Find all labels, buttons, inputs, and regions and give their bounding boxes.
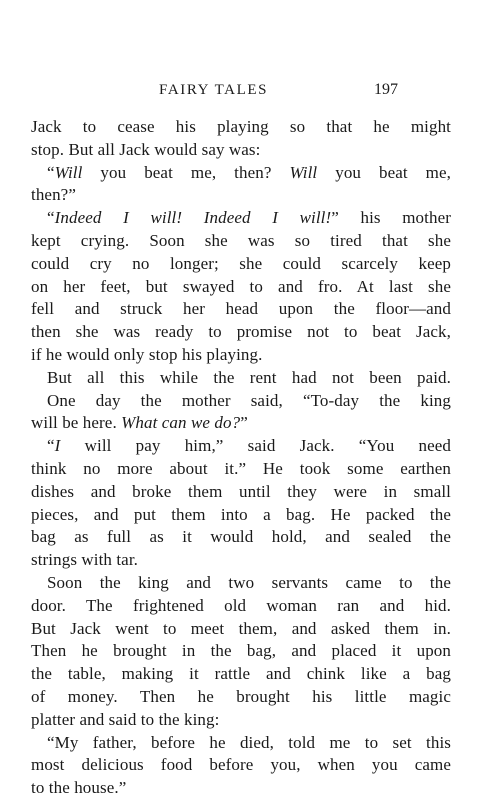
body-text	[31, 116, 451, 800]
page-number: 197	[374, 81, 398, 98]
text-line: platter and said to the king:	[31, 709, 220, 729]
text-line: to the house.”	[31, 778, 127, 798]
text-line: dishes and broke them until they were in small	[31, 481, 451, 501]
text-line: kept crying. Soon she was so tired that she	[31, 230, 451, 250]
text-line: most delicious food before you, when you came	[31, 755, 451, 775]
text-line: on her feet, but swayed to and fro. At last she	[31, 276, 451, 296]
italic-text: Will	[54, 162, 83, 182]
text-line: bag as full as it would hold, and sealed the	[31, 527, 451, 547]
text-line: “Will you beat me, then? Will you beat me,	[47, 162, 451, 182]
text-line: if he would only stop his playing.	[31, 344, 263, 364]
text-line: door. The frightened old woman ran and hid.	[31, 595, 451, 615]
text-line: Then he brought in the bag, and placed it upon	[31, 641, 451, 661]
italic-text: Will	[289, 162, 318, 182]
text-line: think no more about it.” He took some earthen	[31, 458, 451, 478]
text-line: “Indeed I will! Indeed I will!” his mother	[47, 208, 451, 228]
text-line: of money. Then he brought his little magic	[31, 686, 451, 706]
text-line: strings with tar.	[31, 550, 139, 570]
italic-text: What can we do?	[121, 413, 241, 433]
italic-text: I	[54, 436, 61, 456]
text-line: pieces, and put them into a bag. He packed the	[31, 504, 451, 524]
text-line: fell and struck her head upon the floor—and	[31, 299, 451, 319]
text-line: “I will pay him,” said Jack. “You need	[47, 436, 451, 456]
text-line: Jack to cease his playing so that he might	[31, 117, 451, 136]
running-title: FAIRY TALES	[159, 82, 269, 98]
text-line: then she was ready to promise not to beat Jack,	[31, 322, 451, 342]
text-line: stop. But all Jack would say was:	[31, 139, 261, 159]
text-line: the table, making it rattle and chink like a bag	[31, 664, 451, 684]
text-line: then?”	[31, 185, 76, 205]
text-line: But all this while the rent had not been paid.	[47, 367, 451, 387]
text-line: will be here. What can we do?”	[31, 413, 248, 433]
text-line: But Jack went to meet them, and asked them in.	[31, 618, 451, 638]
text-line: Soon the king and two servants came to the	[47, 572, 451, 592]
text-line: could cry no longer; she could scarcely keep	[31, 253, 451, 273]
italic-text: Indeed I will! Indeed I will!	[54, 208, 332, 228]
text-line: One day the mother said, “To-day the king	[47, 390, 451, 410]
text-line: “My father, before he died, told me to set this	[47, 732, 451, 752]
